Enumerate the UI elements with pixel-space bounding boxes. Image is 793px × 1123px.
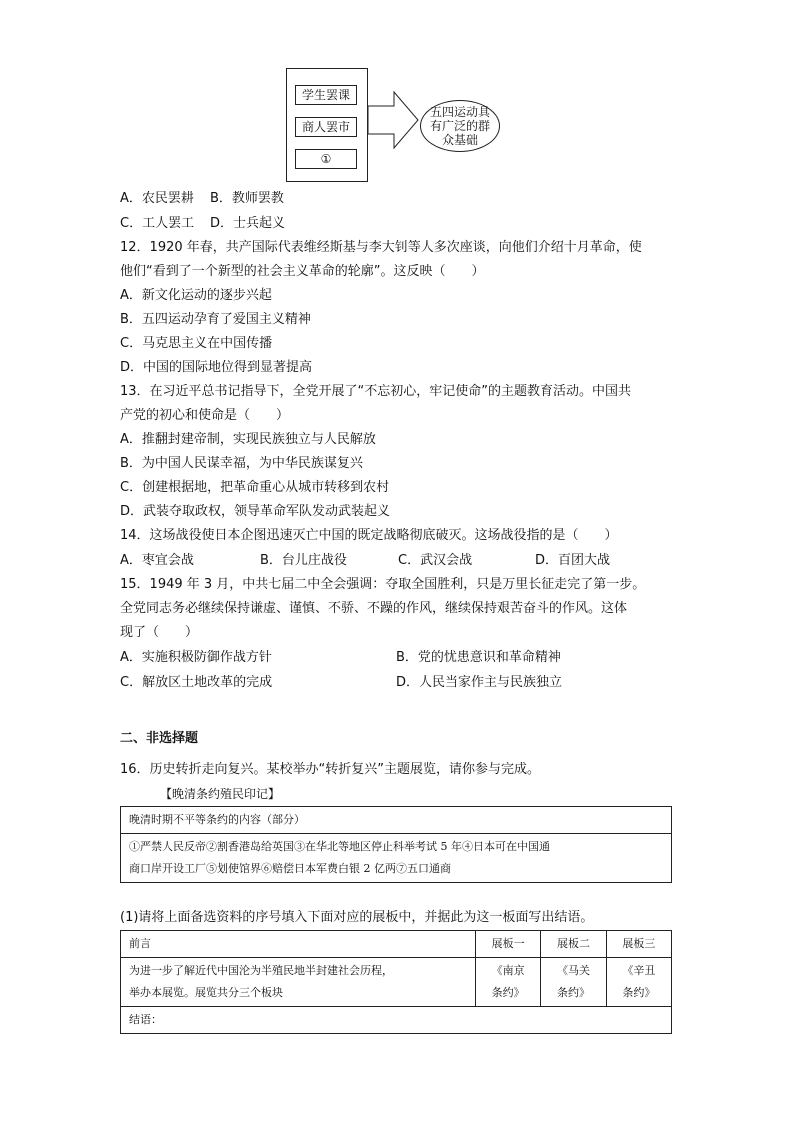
material-content-line: 商口岸开设工厂⑤划使馆界⑥赔偿日本军费白银 2 亿两⑦五口通商 xyxy=(129,862,451,875)
q11-option-c: C．工人罢工 xyxy=(120,216,195,231)
q13-option-a: A．推翻封建帝制，实现民族独立与人民解放 xyxy=(120,432,376,447)
q12-option-b: B．五四运动孕育了爱国主义精神 xyxy=(120,312,311,327)
board3-line: 条约》 xyxy=(622,986,656,999)
q12-stem-line2: 他们“看到了一个新型的社会主义革命的轮廓”。这反映（ ） xyxy=(120,264,485,279)
header-board1-cell: 展板一 xyxy=(476,931,541,958)
q12-option-c: C．马克思主义在中国传播 xyxy=(120,336,273,351)
material-content-cell xyxy=(121,834,672,883)
table-row xyxy=(121,1007,672,1034)
q11-option-b: B．教师罢教 xyxy=(210,191,284,206)
q15-stem-line3: 现了（ ） xyxy=(120,625,199,640)
q14-option-a: A．枣宜会战 xyxy=(120,553,194,568)
q16-material-table xyxy=(120,806,672,883)
board1-line: 条约》 xyxy=(491,986,525,999)
board1-line: 《南京 xyxy=(491,964,525,977)
table-row xyxy=(121,931,672,958)
board2-line: 《马关 xyxy=(556,964,590,977)
q12-option-a: A．新文化运动的逐步兴起 xyxy=(120,288,272,303)
q13-option-d: D．武装夺取政权，领导革命军队发动武装起义 xyxy=(120,504,391,519)
section-title: 二、非选择题 xyxy=(120,731,199,746)
preface-text-cell xyxy=(121,958,476,1007)
q15-option-a: A．实施积极防御作战方针 xyxy=(120,650,272,665)
q15-stem-line2: 全党同志务必继续保持谦虚、谨慎、不骄、不躁的作风，继续保持艰苦奋斗的作风。这体 xyxy=(120,601,628,616)
q14-option-d: D．百团大战 xyxy=(535,553,611,568)
q16-exhibition-table xyxy=(120,930,672,1034)
q16-stem: 16．历史转折走向复兴。某校举办“转折复兴”主题展览，请你参与完成。 xyxy=(120,762,541,777)
q12-stem-line1: 12．1920 年春，共产国际代表维经斯基与李大钊等人多次座谈，向他们介绍十月革命，使 xyxy=(120,240,642,255)
material-content-line: ①严禁人民反帝②割香港岛给英国③在华北等地区停止科举考试 5 年④日本可在中国通 xyxy=(129,840,550,853)
diagram-box-students-strike: 学生罢课 xyxy=(295,85,357,105)
q15-option-c: C．解放区土地改革的完成 xyxy=(120,675,273,690)
header-preface-cell: 前言 xyxy=(121,931,476,958)
diagram-conclusion-oval xyxy=(420,100,500,152)
diagram-conclusion-line: 有广泛的群 xyxy=(429,119,490,133)
q11-option-a: A．农民罢耕 xyxy=(120,191,194,206)
q13-option-b: B．为中国人民谋幸福，为中华民族谋复兴 xyxy=(120,456,363,471)
q13-option-c: C．创建根据地，把革命重心从城市转移到农村 xyxy=(120,480,390,495)
header-board2-cell: 展板二 xyxy=(541,931,606,958)
board2-cell xyxy=(541,958,606,1007)
q12-option-d: D．中国的国际地位得到显著提高 xyxy=(120,360,313,375)
q15-option-d: D．人民当家作主与民族独立 xyxy=(396,675,563,690)
table-row xyxy=(121,958,672,1007)
header-board3-cell: 展板三 xyxy=(606,931,671,958)
table-row xyxy=(121,834,672,883)
diagram-box-merchants-strike: 商人罢市 xyxy=(295,117,357,137)
diagram-arrow-icon xyxy=(368,90,422,150)
table-row xyxy=(121,807,672,834)
board3-line: 《辛丑 xyxy=(622,964,656,977)
diagram-conclusion-line: 众基础 xyxy=(441,133,478,147)
q16-sub-question-1: (1)请将上面备选资料的序号填入下面对应的展板中，并据此为这一板面写出结语。 xyxy=(120,910,594,925)
diagram-conclusion-line: 五四运动具 xyxy=(429,105,490,119)
board3-cell xyxy=(606,958,671,1007)
q15-option-b: B．党的忧患意识和革命精神 xyxy=(396,650,561,665)
q11-option-d: D．士兵起义 xyxy=(210,216,286,231)
preface-line: 举办本展览。展览共分三个板块 xyxy=(129,986,283,999)
material-header-cell: 晚清时期不平等条约的内容（部分） xyxy=(121,807,672,834)
q13-stem-line1: 13．在习近平总书记指导下，全党开展了“不忘初心，牢记使命”的主题教育活动。中国共 xyxy=(120,384,632,399)
q14-stem: 14．这场战役使日本企图迅速灭亡中国的既定战略彻底破灭。这场战役指的是（ ） xyxy=(120,528,618,543)
diagram-box-blank: ① xyxy=(295,149,357,169)
preface-line: 为进一步了解近代中国沦为半殖民地半封建社会历程， xyxy=(129,964,393,977)
q16-material-title: 【晚清条约殖民印记】 xyxy=(160,787,281,801)
board1-cell xyxy=(476,958,541,1007)
board2-line: 条约》 xyxy=(556,986,590,999)
diagram-frame xyxy=(286,68,368,182)
conclusion-cell[interactable]: 结语： xyxy=(121,1007,672,1034)
q14-option-b: B．台儿庄战役 xyxy=(260,553,347,568)
q14-option-c: C．武汉会战 xyxy=(398,553,473,568)
q15-stem-line1: 15．1949 年 3 月，中共七届二中全会强调：夺取全国胜利，只是万里长征走完了第一步。 xyxy=(120,577,646,592)
q13-stem-line2: 产党的初心和使命是（ ） xyxy=(120,408,290,423)
